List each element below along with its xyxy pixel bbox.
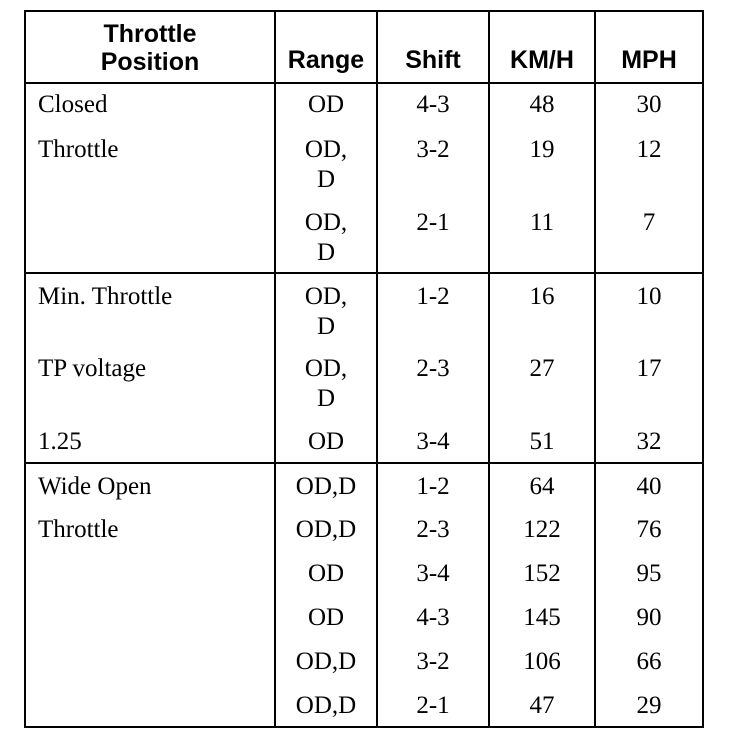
table-row — [25, 551, 703, 595]
cell-position: Min. Throttle — [25, 273, 275, 346]
table-row — [25, 127, 703, 200]
cell-mph: 90 — [595, 595, 703, 639]
table-row — [25, 83, 703, 127]
table-row — [25, 419, 703, 463]
cell-mph: 32 — [595, 419, 703, 463]
cell-kmh: 47 — [489, 683, 595, 727]
cell-mph: 95 — [595, 551, 703, 595]
cell-range: OD,D — [275, 507, 377, 551]
cell-kmh: 16 — [489, 273, 595, 346]
cell-shift: 2-3 — [377, 507, 489, 551]
cell-shift: 2-1 — [377, 200, 489, 273]
table-row — [25, 595, 703, 639]
cell-kmh: 11 — [489, 200, 595, 273]
cell-position: Throttle — [25, 127, 275, 200]
cell-mph: 17 — [595, 346, 703, 419]
cell-range: OD, D — [275, 200, 377, 273]
cell-range: OD — [275, 83, 377, 127]
table-row — [25, 463, 703, 507]
cell-kmh: 48 — [489, 83, 595, 127]
cell-range: OD, D — [275, 346, 377, 419]
cell-kmh: 106 — [489, 639, 595, 683]
cell-position: Closed — [25, 83, 275, 127]
cell-range: OD — [275, 551, 377, 595]
table-row — [25, 273, 703, 346]
cell-shift: 3-2 — [377, 639, 489, 683]
cell-shift: 4-3 — [377, 595, 489, 639]
cell-position: Throttle — [25, 507, 275, 551]
cell-mph: 30 — [595, 83, 703, 127]
table-row — [25, 346, 703, 419]
cell-shift: 3-4 — [377, 419, 489, 463]
cell-position: 1.25 — [25, 419, 275, 463]
cell-shift: 1-2 — [377, 463, 489, 507]
cell-mph: 66 — [595, 639, 703, 683]
cell-shift: 2-3 — [377, 346, 489, 419]
cell-shift: 1-2 — [377, 273, 489, 346]
cell-position — [25, 200, 275, 273]
cell-position — [25, 595, 275, 639]
cell-mph: 29 — [595, 683, 703, 727]
cell-shift: 3-2 — [377, 127, 489, 200]
header-kmh: KM/H — [489, 11, 595, 83]
table-row — [25, 639, 703, 683]
header-mph: MPH — [595, 11, 703, 83]
header-shift: Shift — [377, 11, 489, 83]
cell-range: OD, D — [275, 127, 377, 200]
cell-shift: 4-3 — [377, 83, 489, 127]
cell-kmh: 19 — [489, 127, 595, 200]
cell-kmh: 122 — [489, 507, 595, 551]
cell-mph: 40 — [595, 463, 703, 507]
cell-kmh: 27 — [489, 346, 595, 419]
cell-position: Wide Open — [25, 463, 275, 507]
cell-range: OD,D — [275, 463, 377, 507]
table-row — [25, 683, 703, 727]
header-throttle-position: Throttle Position — [25, 11, 275, 83]
table-row — [25, 507, 703, 551]
header-row — [25, 11, 703, 83]
cell-mph: 12 — [595, 127, 703, 200]
cell-position: TP voltage — [25, 346, 275, 419]
cell-mph: 76 — [595, 507, 703, 551]
shift-speed-table — [24, 10, 704, 728]
cell-range: OD — [275, 419, 377, 463]
cell-range: OD, D — [275, 273, 377, 346]
cell-position — [25, 639, 275, 683]
cell-kmh: 152 — [489, 551, 595, 595]
table-row — [25, 200, 703, 273]
cell-mph: 10 — [595, 273, 703, 346]
cell-shift: 2-1 — [377, 683, 489, 727]
cell-range: OD,D — [275, 683, 377, 727]
cell-kmh: 51 — [489, 419, 595, 463]
cell-position — [25, 551, 275, 595]
cell-shift: 3-4 — [377, 551, 489, 595]
header-range: Range — [275, 11, 377, 83]
cell-kmh: 64 — [489, 463, 595, 507]
cell-range: OD — [275, 595, 377, 639]
cell-position — [25, 683, 275, 727]
cell-mph: 7 — [595, 200, 703, 273]
cell-range: OD,D — [275, 639, 377, 683]
cell-kmh: 145 — [489, 595, 595, 639]
